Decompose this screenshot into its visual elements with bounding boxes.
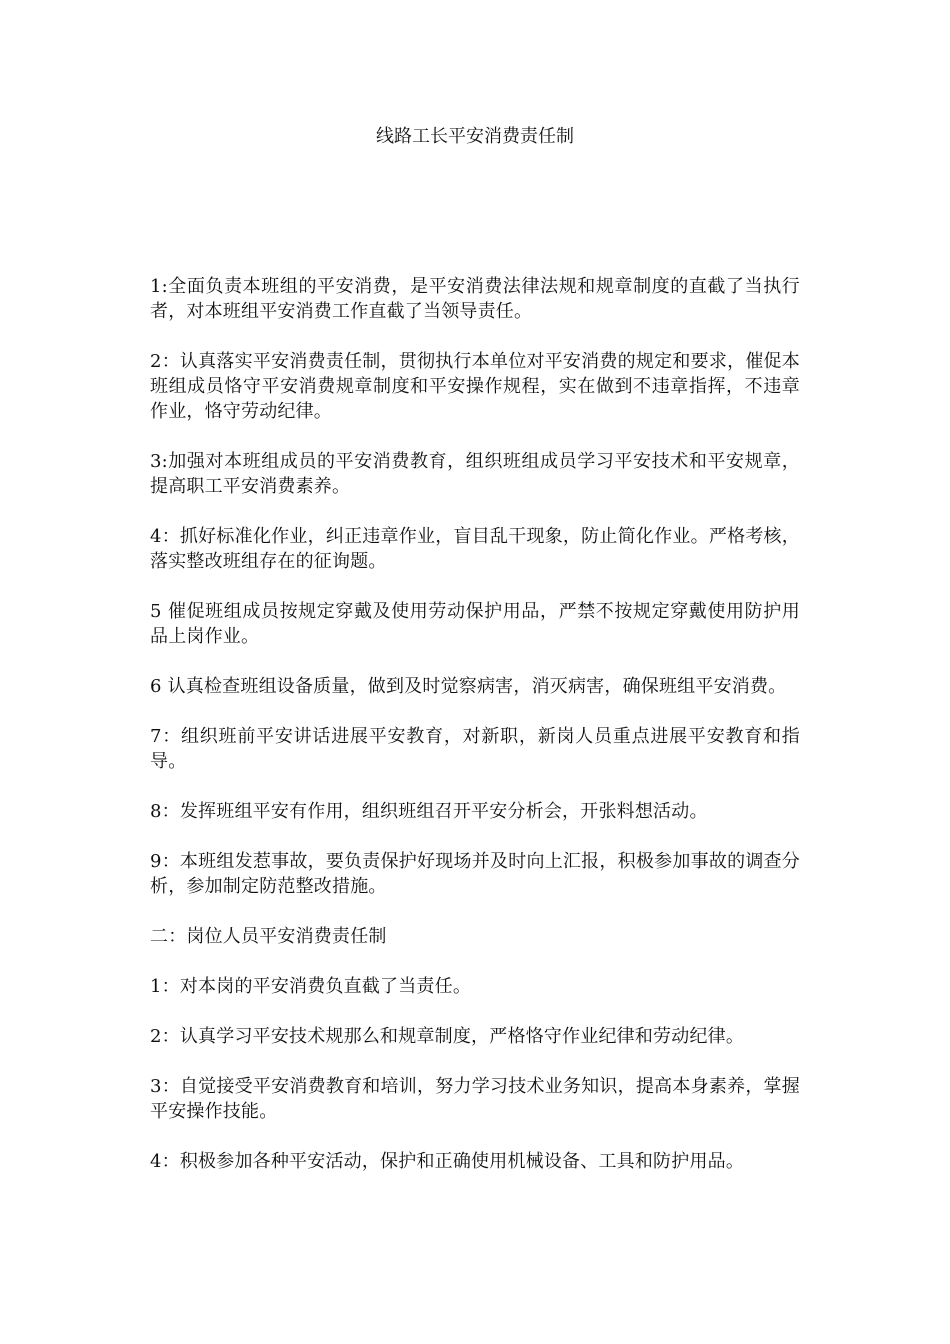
paragraph: 6 认真检查班组设备质量，做到及时觉察病害，消灭病害，确保班组平安消费。 xyxy=(150,676,787,697)
paragraph: 3:加强对本班组成员的平安消费教育，组织班组成员学习平安技术和平安规章，提高职工平安消费素养。 xyxy=(150,451,800,497)
paragraph: 3：自觉接受平安消费教育和培训，努力学习技术业务知识，提高本身素养，掌握平安操作技能。 xyxy=(150,1076,800,1122)
paragraph: 2：认真学习平安技术规那么和规章制度，严格恪守作业纪律和劳动纪律。 xyxy=(150,1026,745,1047)
document-title: 线路工长平安消费责任制 xyxy=(376,126,574,147)
paragraph: 5 催促班组成员按规定穿戴及使用劳动保护用品，严禁不按规定穿戴使用防护用品上岗作业。 xyxy=(150,601,800,647)
document-body xyxy=(150,274,800,1199)
paragraph: 7：组织班前平安讲话进展平安教育，对新职，新岗人员重点进展平安教育和指导。 xyxy=(150,726,800,772)
paragraph: 9：本班组发惹事故，要负责保护好现场并及时向上汇报，积极参加事故的调查分析，参加制定防范整改措施。 xyxy=(150,851,800,897)
paragraph: 1：对本岗的平安消费负直截了当责任。 xyxy=(150,976,472,997)
paragraph: 8：发挥班组平安有作用，组织班组召开平安分析会，开张料想活动。 xyxy=(150,801,708,822)
paragraph: 4：抓好标准化作业，纠正违章作业，盲目乱干现象，防止简化作业。严格考核，落实整改班组存在的征询题。 xyxy=(150,526,800,572)
paragraph: 2：认真落实平安消费责任制，贯彻执行本单位对平安消费的规定和要求，催促本班组成员恪守平安消费规章制度和平安操作规程，实在做到不违章指挥，不违章作业，恪守劳动纪律。 xyxy=(150,351,800,422)
section-heading: 二：岗位人员平安消费责任制 xyxy=(150,926,387,947)
paragraph: 4：积极参加各种平安活动，保护和正确使用机械设备、工具和防护用品。 xyxy=(150,1151,745,1172)
paragraph: 1:全面负责本班组的平安消费，是平安消费法律法规和规章制度的直截了当执行者，对本班组平安消费工作直截了当领导责任。 xyxy=(150,276,800,322)
